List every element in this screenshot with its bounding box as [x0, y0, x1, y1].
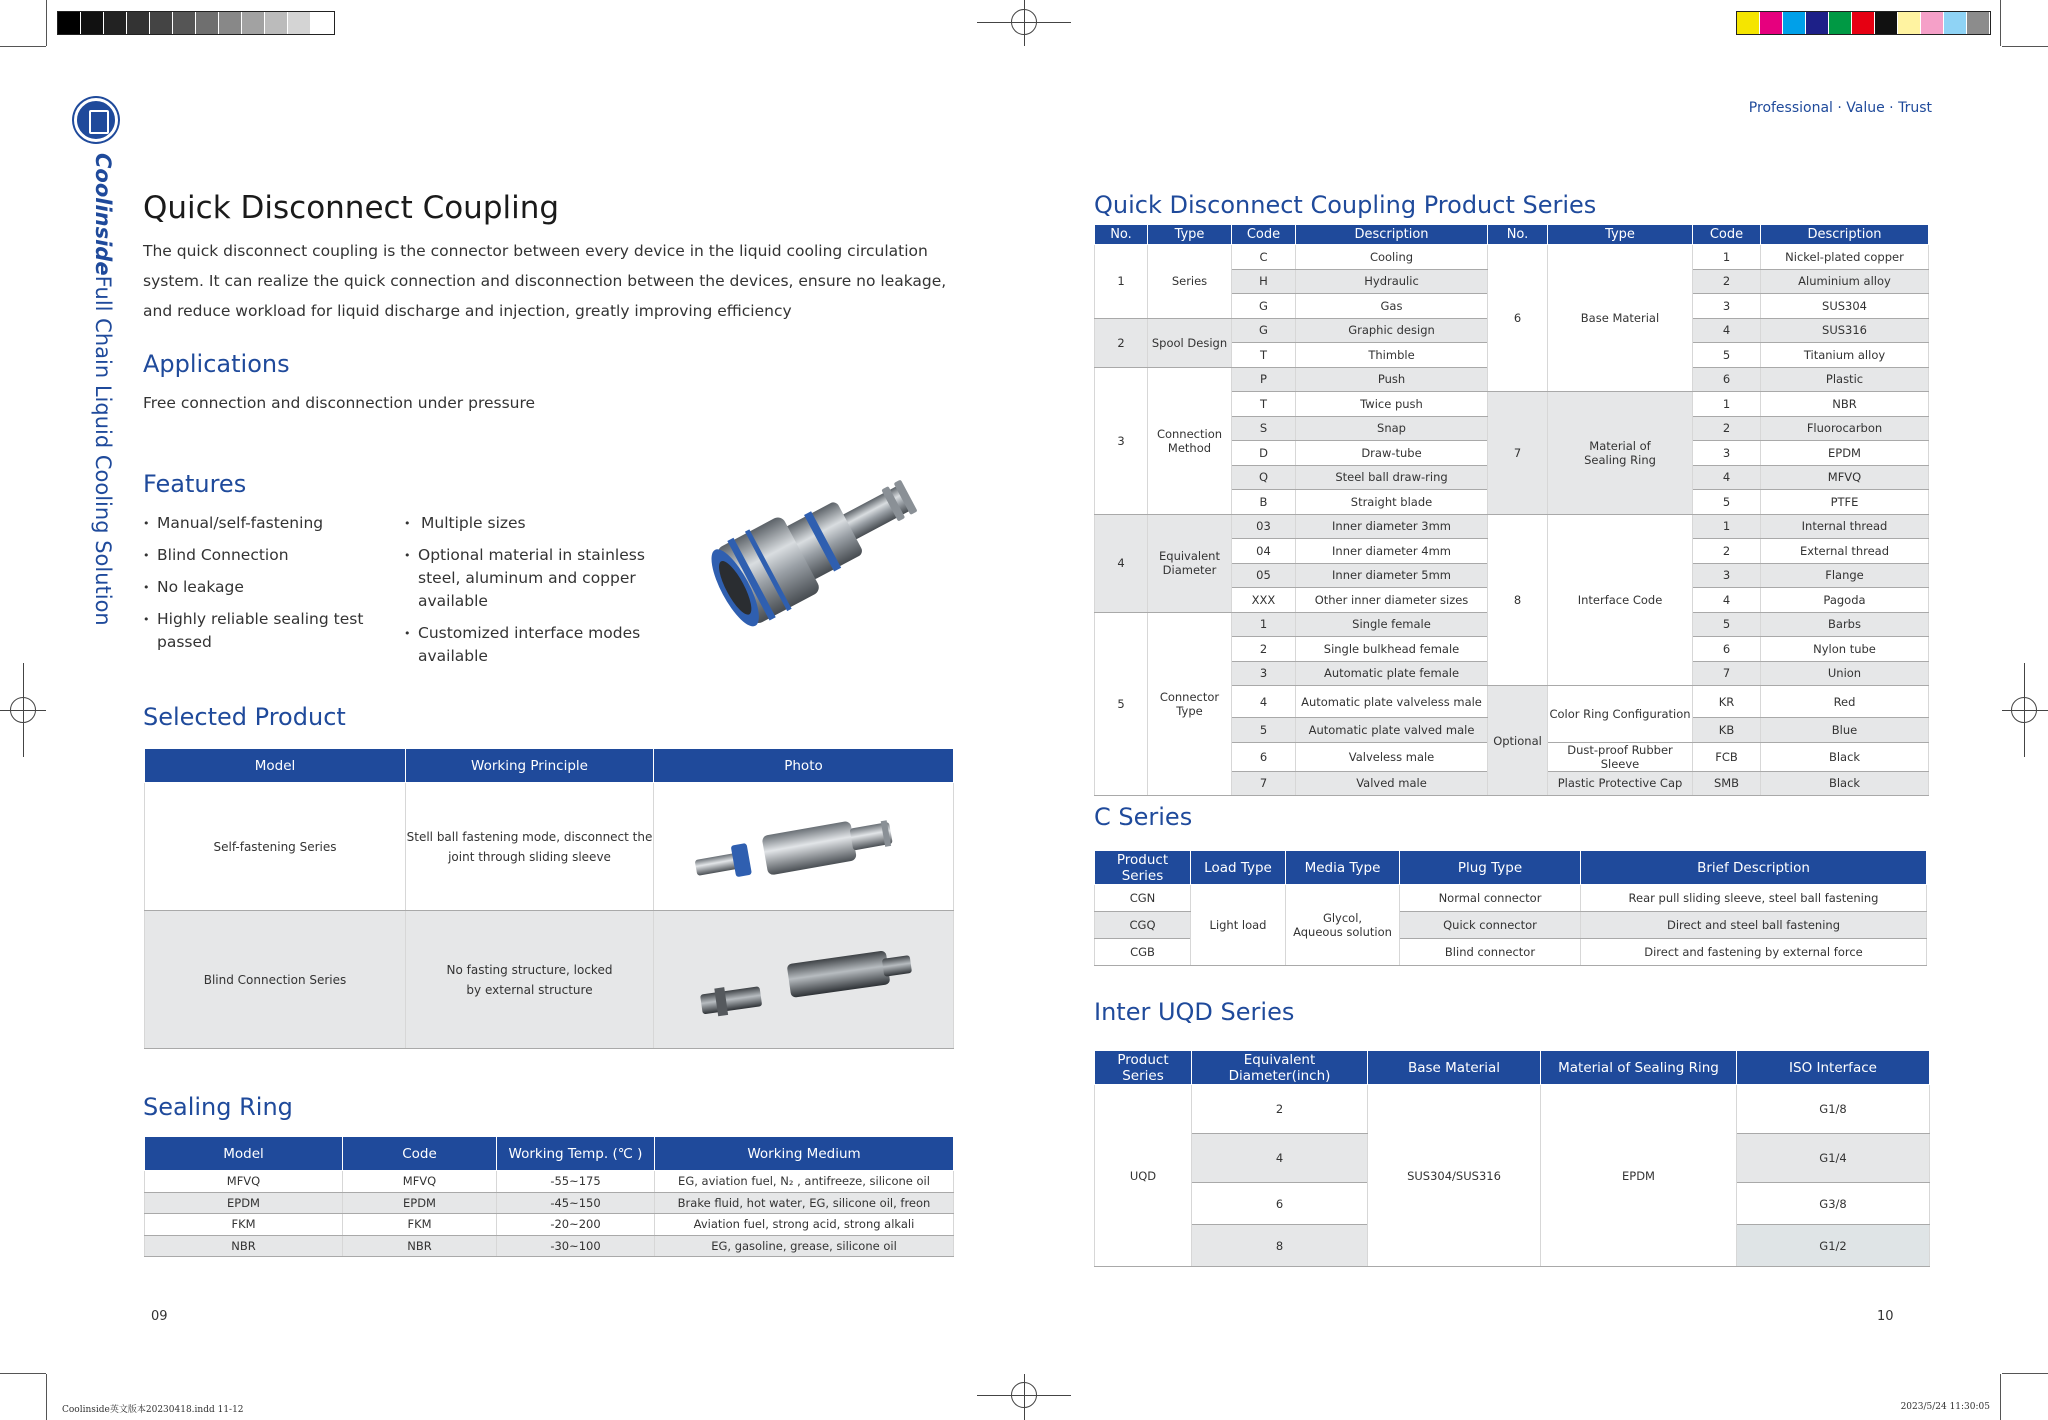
col-header: Equivalent Diameter(inch) [1192, 1051, 1368, 1085]
features-heading: Features [143, 470, 247, 498]
type-line: Connector [1159, 689, 1220, 704]
code-cell: P [1232, 367, 1296, 392]
table-row [145, 1235, 954, 1257]
col-header: Code [343, 1137, 497, 1171]
option-cell: Plastic Protective Cap [1548, 771, 1693, 796]
no-cell: 6 [1488, 245, 1548, 392]
table-row [145, 1171, 954, 1193]
selected-product-heading: Selected Product [143, 703, 346, 731]
table-row [1095, 885, 1927, 912]
brand-logo [74, 98, 118, 142]
no-cell: 1 [1095, 245, 1148, 319]
page-number-left: 09 [151, 1309, 168, 1324]
type-line: Sealing Ring [1584, 452, 1656, 467]
desc-cell: PTFE [1761, 490, 1929, 515]
cell: Normal connector [1400, 885, 1581, 912]
crop-mark [0, 46, 46, 47]
color-swatch [81, 12, 104, 34]
code-cell: 5 [1693, 343, 1761, 368]
cell: -55~175 [497, 1171, 655, 1193]
cell: Brake fluid, hot water, EG, silicone oil, freon [655, 1192, 954, 1214]
photo-cell [654, 783, 954, 911]
color-swatch [265, 12, 288, 34]
code-cell: 2 [1693, 539, 1761, 564]
cell: -30~100 [497, 1235, 655, 1257]
desc-cell: Graphic design [1296, 318, 1488, 343]
model-cell: Blind Connection Series [145, 911, 406, 1049]
color-swatch [150, 12, 173, 34]
color-swatch [1898, 12, 1921, 34]
col-header: Description [1761, 225, 1929, 245]
sealing-ring-heading: Sealing Ring [143, 1093, 293, 1121]
type-line: Connection [1156, 426, 1223, 441]
col-header: Description [1296, 225, 1488, 245]
features-list-2 [404, 512, 674, 677]
code-cell: T [1232, 392, 1296, 417]
type-line: Diameter [1162, 563, 1217, 577]
color-swatch [1829, 12, 1852, 34]
col-header: Material of Sealing Ring [1541, 1051, 1737, 1085]
series-cell: UQD [1095, 1085, 1192, 1267]
optional-cell: Optional [1488, 686, 1548, 796]
right-color-bar [1736, 11, 1991, 35]
feature-item: • Highly reliable sealing test passed [143, 608, 373, 654]
type-line: Equivalent [1159, 549, 1220, 563]
type-line: Material of [1589, 438, 1651, 453]
color-swatch [1737, 12, 1760, 34]
code-cell: 2 [1693, 269, 1761, 294]
diameter-cell: 4 [1192, 1134, 1368, 1183]
code-cell: 05 [1232, 563, 1296, 588]
page-number-right: 10 [1877, 1309, 1894, 1324]
no-cell: 7 [1488, 392, 1548, 515]
desc-cell: EPDM [1761, 441, 1929, 466]
color-swatch [127, 12, 150, 34]
page-title: Quick Disconnect Coupling [143, 190, 560, 226]
c-series-table [1094, 850, 1927, 966]
applications-heading: Applications [143, 350, 290, 378]
crop-mark [46, 1374, 47, 1420]
load-cell: Light load [1191, 885, 1286, 966]
cell: EG, aviation fuel, N₂ , antifreeze, silicone oil [655, 1171, 954, 1193]
type-cell [1148, 514, 1232, 612]
desc-cell: Single female [1296, 612, 1488, 637]
color-swatch [1783, 12, 1806, 34]
color-swatch [1944, 12, 1967, 34]
desc-cell: Titanium alloy [1761, 343, 1929, 368]
feature-item: • Optional material in stainless steel, aluminum and copper available [404, 544, 674, 613]
feature-item: • No leakage [143, 576, 373, 599]
cell: Direct and fastening by external force [1581, 939, 1927, 966]
desc-cell: Straight blade [1296, 490, 1488, 515]
series-heading: Quick Disconnect Coupling Product Series [1094, 191, 1597, 219]
color-swatch [1921, 12, 1944, 34]
type-cell: Interface Code [1548, 514, 1693, 686]
desc-cell: Inner diameter 3mm [1296, 514, 1488, 539]
desc-cell: Black [1761, 771, 1929, 796]
cell: CGB [1095, 939, 1191, 966]
code-cell: 6 [1693, 367, 1761, 392]
cell: Aviation fuel, strong acid, strong alkali [655, 1214, 954, 1236]
desc-cell: Aluminium alloy [1761, 269, 1929, 294]
desc-cell: Blue [1761, 718, 1929, 743]
registration-mark [23, 663, 24, 757]
cell: EG, gasoline, grease, silicone oil [655, 1235, 954, 1257]
desc-cell: Red [1761, 686, 1929, 718]
color-swatch [1760, 12, 1783, 34]
cell: NBR [145, 1235, 343, 1257]
no-cell: 5 [1095, 612, 1148, 796]
code-cell: XXX [1232, 588, 1296, 613]
col-header: No. [1095, 225, 1148, 245]
color-swatch [173, 12, 196, 34]
desc-cell: Automatic plate valved male [1296, 718, 1488, 743]
cell: MFVQ [145, 1171, 343, 1193]
cell: EPDM [343, 1192, 497, 1214]
no-cell: 8 [1488, 514, 1548, 686]
media-line: Aqueous solution [1293, 925, 1392, 939]
desc-cell: Gas [1296, 294, 1488, 319]
table-row [145, 1192, 954, 1214]
code-cell: T [1232, 343, 1296, 368]
desc-cell: Single bulkhead female [1296, 637, 1488, 662]
type-cell [1148, 612, 1232, 796]
cell: NBR [343, 1235, 497, 1257]
desc-cell: Valveless male [1296, 742, 1488, 771]
code-cell: C [1232, 245, 1296, 270]
cell: Quick connector [1400, 912, 1581, 939]
cell: CGN [1095, 885, 1191, 912]
desc-cell: Plastic [1761, 367, 1929, 392]
principle-cell [406, 783, 654, 911]
series-table [1094, 224, 1929, 796]
iso-cell: G1/8 [1737, 1085, 1930, 1134]
left-color-bar [57, 11, 335, 35]
cell: Blind connector [1400, 939, 1581, 966]
color-swatch [104, 12, 127, 34]
type-cell [1148, 367, 1232, 514]
desc-cell: Snap [1296, 416, 1488, 441]
desc-cell: Black [1761, 742, 1929, 771]
iso-cell: G1/4 [1737, 1134, 1930, 1183]
crop-mark [2000, 0, 2001, 46]
desc-cell: SUS304 [1761, 294, 1929, 319]
table-row [145, 1214, 954, 1236]
self-fastening-photo [684, 807, 924, 887]
code-cell: KB [1693, 718, 1761, 743]
desc-cell: External thread [1761, 539, 1929, 564]
brand-name: Coolinside [91, 153, 115, 276]
principle-cell [406, 911, 654, 1049]
diameter-cell: 8 [1192, 1225, 1368, 1267]
code-cell: 3 [1693, 441, 1761, 466]
cell: Direct and steel ball fastening [1581, 912, 1927, 939]
code-cell: Q [1232, 465, 1296, 490]
code-cell: 6 [1232, 742, 1296, 771]
code-cell: FCB [1693, 742, 1761, 771]
cell: Rear pull sliding sleeve, steel ball fastening [1581, 885, 1927, 912]
code-cell: 2 [1693, 416, 1761, 441]
code-cell: 03 [1232, 514, 1296, 539]
type-line: Method [1167, 440, 1212, 455]
color-swatch [58, 12, 81, 34]
cell: -20~200 [497, 1214, 655, 1236]
type-line: Type [1176, 703, 1203, 718]
code-cell: 3 [1693, 294, 1761, 319]
desc-cell: Nylon tube [1761, 637, 1929, 662]
code-cell: 4 [1693, 588, 1761, 613]
desc-cell: Thimble [1296, 343, 1488, 368]
desc-cell: Other inner diameter sizes [1296, 588, 1488, 613]
code-cell: 1 [1693, 245, 1761, 270]
registration-mark [2024, 663, 2025, 757]
uqd-heading: Inter UQD Series [1094, 998, 1295, 1026]
type-cell: Spool Design [1148, 318, 1232, 367]
color-swatch [1967, 12, 1990, 34]
blind-connection-photo [684, 940, 924, 1020]
code-cell: 3 [1232, 661, 1296, 686]
col-header: Type [1548, 225, 1693, 245]
cell: -45~150 [497, 1192, 655, 1214]
code-cell: 5 [1693, 612, 1761, 637]
table-row [145, 911, 954, 1049]
code-cell: G [1232, 294, 1296, 319]
code-cell: 4 [1693, 465, 1761, 490]
code-cell: 5 [1693, 490, 1761, 515]
desc-cell: Valved male [1296, 771, 1488, 796]
applications-text: Free connection and disconnection under pressure [143, 394, 536, 412]
col-header: Working Principle [406, 749, 654, 783]
media-cell [1286, 885, 1400, 966]
tagline: Professional · Value · Trust [1748, 100, 1932, 116]
col-header: Code [1232, 225, 1296, 245]
no-cell: 2 [1095, 318, 1148, 367]
cell: MFVQ [343, 1171, 497, 1193]
code-cell: KR [1693, 686, 1761, 718]
color-swatch [196, 12, 219, 34]
col-header: Product Series [1095, 1051, 1192, 1085]
color-swatch [219, 12, 242, 34]
crop-mark [2002, 46, 2048, 47]
col-header: Code [1693, 225, 1761, 245]
code-cell: S [1232, 416, 1296, 441]
diameter-cell: 2 [1192, 1085, 1368, 1134]
desc-cell: SUS316 [1761, 318, 1929, 343]
desc-cell: Internal thread [1761, 514, 1929, 539]
color-swatch [1875, 12, 1898, 34]
col-header: Load Type [1191, 851, 1286, 885]
code-cell: 2 [1232, 637, 1296, 662]
code-cell: 1 [1232, 612, 1296, 637]
brand-slogan: Full Chain Liquid Cooling Solution [91, 275, 115, 626]
table-row [1095, 245, 1929, 270]
type-cell [1548, 392, 1693, 515]
desc-cell: Hydraulic [1296, 269, 1488, 294]
no-cell: 3 [1095, 367, 1148, 514]
model-cell: Self-fastening Series [145, 783, 406, 911]
desc-cell: Steel ball draw-ring [1296, 465, 1488, 490]
code-cell: B [1232, 490, 1296, 515]
col-header: Media Type [1286, 851, 1400, 885]
no-cell: 4 [1095, 514, 1148, 612]
desc-cell: Push [1296, 367, 1488, 392]
col-header: Model [145, 749, 406, 783]
intro-paragraph: The quick disconnect coupling is the connector between every device in the liquid cooling circulation system. It can realize the quick connection and disconnection between the devices, ensure no leakage, and reduce workload for liquid discharge and injection, greatly improving efficiency [143, 242, 947, 320]
media-line: Glycol, [1322, 911, 1363, 925]
desc-cell: Twice push [1296, 392, 1488, 417]
table-row [1095, 514, 1929, 539]
iso-cell: G3/8 [1737, 1183, 1930, 1225]
desc-cell: Automatic plate valveless male [1296, 686, 1488, 718]
footer-date: 2023/5/24 11:30:05 [1900, 1402, 1990, 1412]
feature-item: • Manual/self-fastening [143, 512, 373, 535]
principle-line: Stell ball fastening mode, disconnect the [406, 829, 653, 844]
option-cell: Color Ring Configuration [1548, 686, 1693, 743]
code-cell: 1 [1693, 392, 1761, 417]
code-cell: 04 [1232, 539, 1296, 564]
desc-cell: Flange [1761, 563, 1929, 588]
color-swatch [311, 12, 334, 34]
registration-mark [2002, 710, 2048, 711]
col-header: Plug Type [1400, 851, 1581, 885]
cell: EPDM [145, 1192, 343, 1214]
cell: FKM [145, 1214, 343, 1236]
code-cell: G [1232, 318, 1296, 343]
selected-product-table [144, 748, 954, 1049]
iso-cell: G1/2 [1737, 1225, 1930, 1267]
desc-cell: Draw-tube [1296, 441, 1488, 466]
crop-mark [0, 1373, 46, 1374]
code-cell: 3 [1693, 563, 1761, 588]
coupling-photo [700, 455, 940, 635]
desc-cell: Inner diameter 4mm [1296, 539, 1488, 564]
crop-mark [46, 0, 47, 46]
col-header: Product Series [1095, 851, 1191, 885]
col-header: Model [145, 1137, 343, 1171]
photo-cell [654, 911, 954, 1049]
color-swatch [288, 12, 311, 34]
code-cell: 1 [1693, 514, 1761, 539]
code-cell: 5 [1232, 718, 1296, 743]
cell: CGQ [1095, 912, 1191, 939]
option-cell: Dust-proof Rubber Sleeve [1548, 742, 1693, 771]
c-series-heading: C Series [1094, 803, 1193, 831]
code-cell: H [1232, 269, 1296, 294]
desc-cell: Cooling [1296, 245, 1488, 270]
footer-file: Coolinside英文版本20230418.indd 11-12 [62, 1405, 244, 1415]
brand-vertical-text [85, 153, 115, 626]
code-cell: SMB [1693, 771, 1761, 796]
col-header: Working Temp. (℃ ) [497, 1137, 655, 1171]
desc-cell: MFVQ [1761, 465, 1929, 490]
code-cell: 7 [1232, 771, 1296, 796]
color-swatch [1852, 12, 1875, 34]
desc-cell: Pagoda [1761, 588, 1929, 613]
desc-cell: Nickel-plated copper [1761, 245, 1929, 270]
desc-cell: Barbs [1761, 612, 1929, 637]
code-cell: 7 [1693, 661, 1761, 686]
code-cell: 4 [1232, 686, 1296, 718]
registration-mark [1024, 1374, 1025, 1420]
uqd-table [1094, 1050, 1930, 1267]
type-cell: Series [1148, 245, 1232, 319]
crop-mark [2000, 1374, 2001, 1420]
col-header: ISO Interface [1737, 1051, 1930, 1085]
code-cell: 4 [1693, 318, 1761, 343]
desc-cell: NBR [1761, 392, 1929, 417]
feature-item: • Blind Connection [143, 544, 373, 567]
principle-line: by external structure [466, 982, 593, 997]
col-header: No. [1488, 225, 1548, 245]
cell: FKM [343, 1214, 497, 1236]
type-cell: Base Material [1548, 245, 1693, 392]
table-row [145, 783, 954, 911]
diameter-cell: 6 [1192, 1183, 1368, 1225]
base-cell: SUS304/SUS316 [1368, 1085, 1541, 1267]
col-header: Photo [654, 749, 954, 783]
color-swatch [242, 12, 265, 34]
registration-mark [1024, 0, 1025, 46]
feature-item: • Customized interface modes available [404, 622, 674, 668]
seal-cell: EPDM [1541, 1085, 1737, 1267]
code-cell: 6 [1693, 637, 1761, 662]
sealing-ring-table [144, 1136, 954, 1257]
principle-line: No fasting structure, locked [446, 962, 613, 977]
desc-cell: Fluorocarbon [1761, 416, 1929, 441]
principle-line: joint through sliding sleeve [448, 849, 611, 864]
code-cell: D [1232, 441, 1296, 466]
color-swatch [1806, 12, 1829, 34]
col-header: Working Medium [655, 1137, 954, 1171]
desc-cell: Union [1761, 661, 1929, 686]
features-list-1 [143, 512, 373, 663]
col-header: Brief Description [1581, 851, 1927, 885]
col-header: Type [1148, 225, 1232, 245]
crop-mark [2002, 1373, 2048, 1374]
col-header: Base Material [1368, 1051, 1541, 1085]
desc-cell: Inner diameter 5mm [1296, 563, 1488, 588]
feature-item: • Multiple sizes [404, 512, 674, 535]
table-row [1095, 1085, 1930, 1134]
desc-cell: Automatic plate female [1296, 661, 1488, 686]
